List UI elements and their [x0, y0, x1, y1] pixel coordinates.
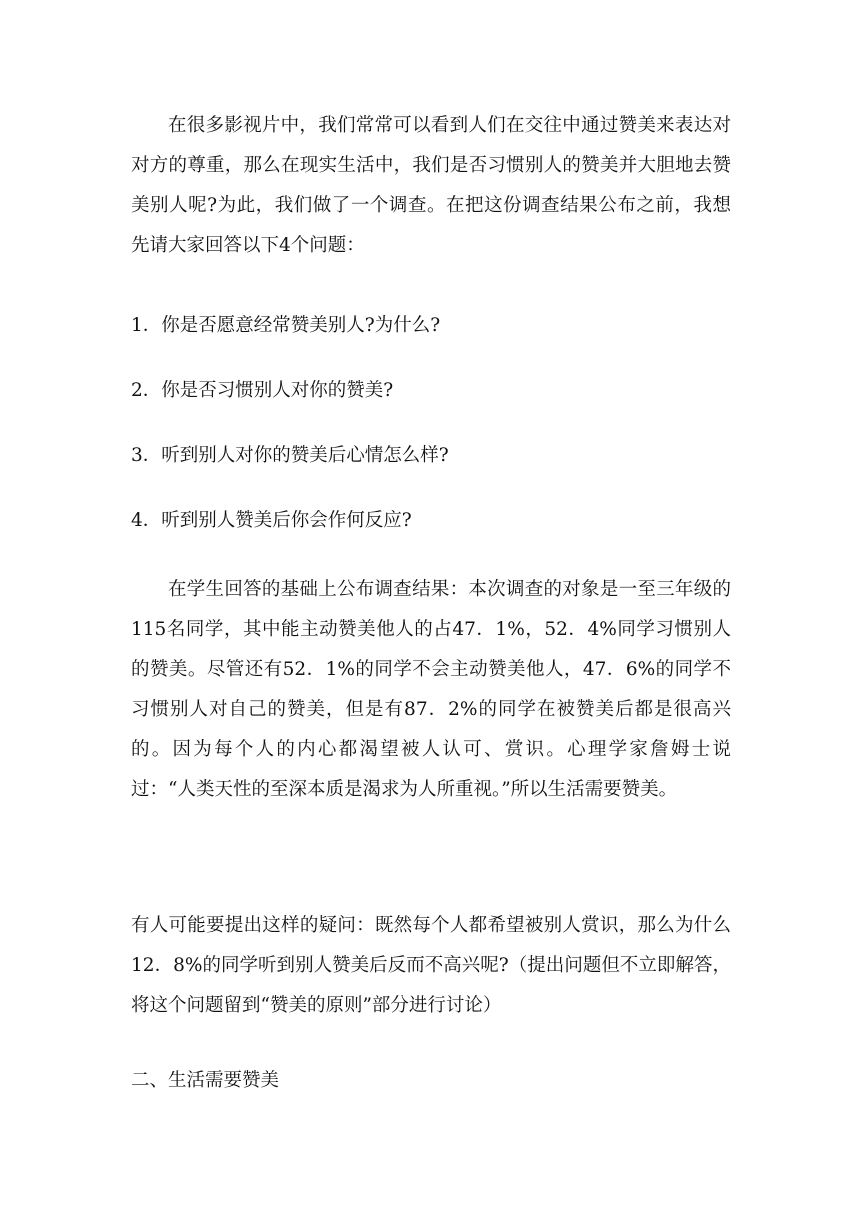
results-paragraph: 在学生回答的基础上公布调查结果：本次调查的对象是一至三年级的115名同学，其中能主动赞美他人的占47．1%，52．4%同学习惯别人的赞美。尽管还有52．1%的同学不会主动赞美他人，47．6%的同学不习惯别人对自己的赞美，但是有87．2%的同学在被赞美后都是很高兴的。因为每个人的内心都渴望被人认可、赏识。心理学家詹姆士说过：“人类天性的至深本质是渴求为人所重视。”所以生活需要赞美。 — [131, 579, 731, 800]
section-heading: 二、生活需要赞美 — [131, 1070, 280, 1091]
intro-paragraph: 在很多影视片中，我们常常可以看到人们在交往中通过赞美来表达对对方的尊重，那么在现实生活中，我们是否习惯别人的赞美并大胆地去赞美别人呢?为此，我们做了一个调查。在把这份调查结果公布之前，我想先请大家回答以下4个问题： — [131, 115, 731, 256]
question-2: 2．你是否习惯别人对你的赞美? — [131, 380, 394, 401]
question-4: 4．听到别人赞美后你会作何反应? — [131, 510, 412, 531]
follow-up-question-paragraph: 有人可能要提出这样的疑问：既然每个人都希望被别人赏识，那么为什么12．8%的同学听到别人赞美后反而不高兴呢?（提出问题但不立即解答，将这个问题留到“赞美的原则”部分进行讨论） — [131, 915, 731, 1016]
question-3: 3．听到别人对你的赞美后心情怎么样? — [131, 445, 449, 466]
question-1: 1．你是否愿意经常赞美别人?为什么? — [131, 315, 441, 336]
